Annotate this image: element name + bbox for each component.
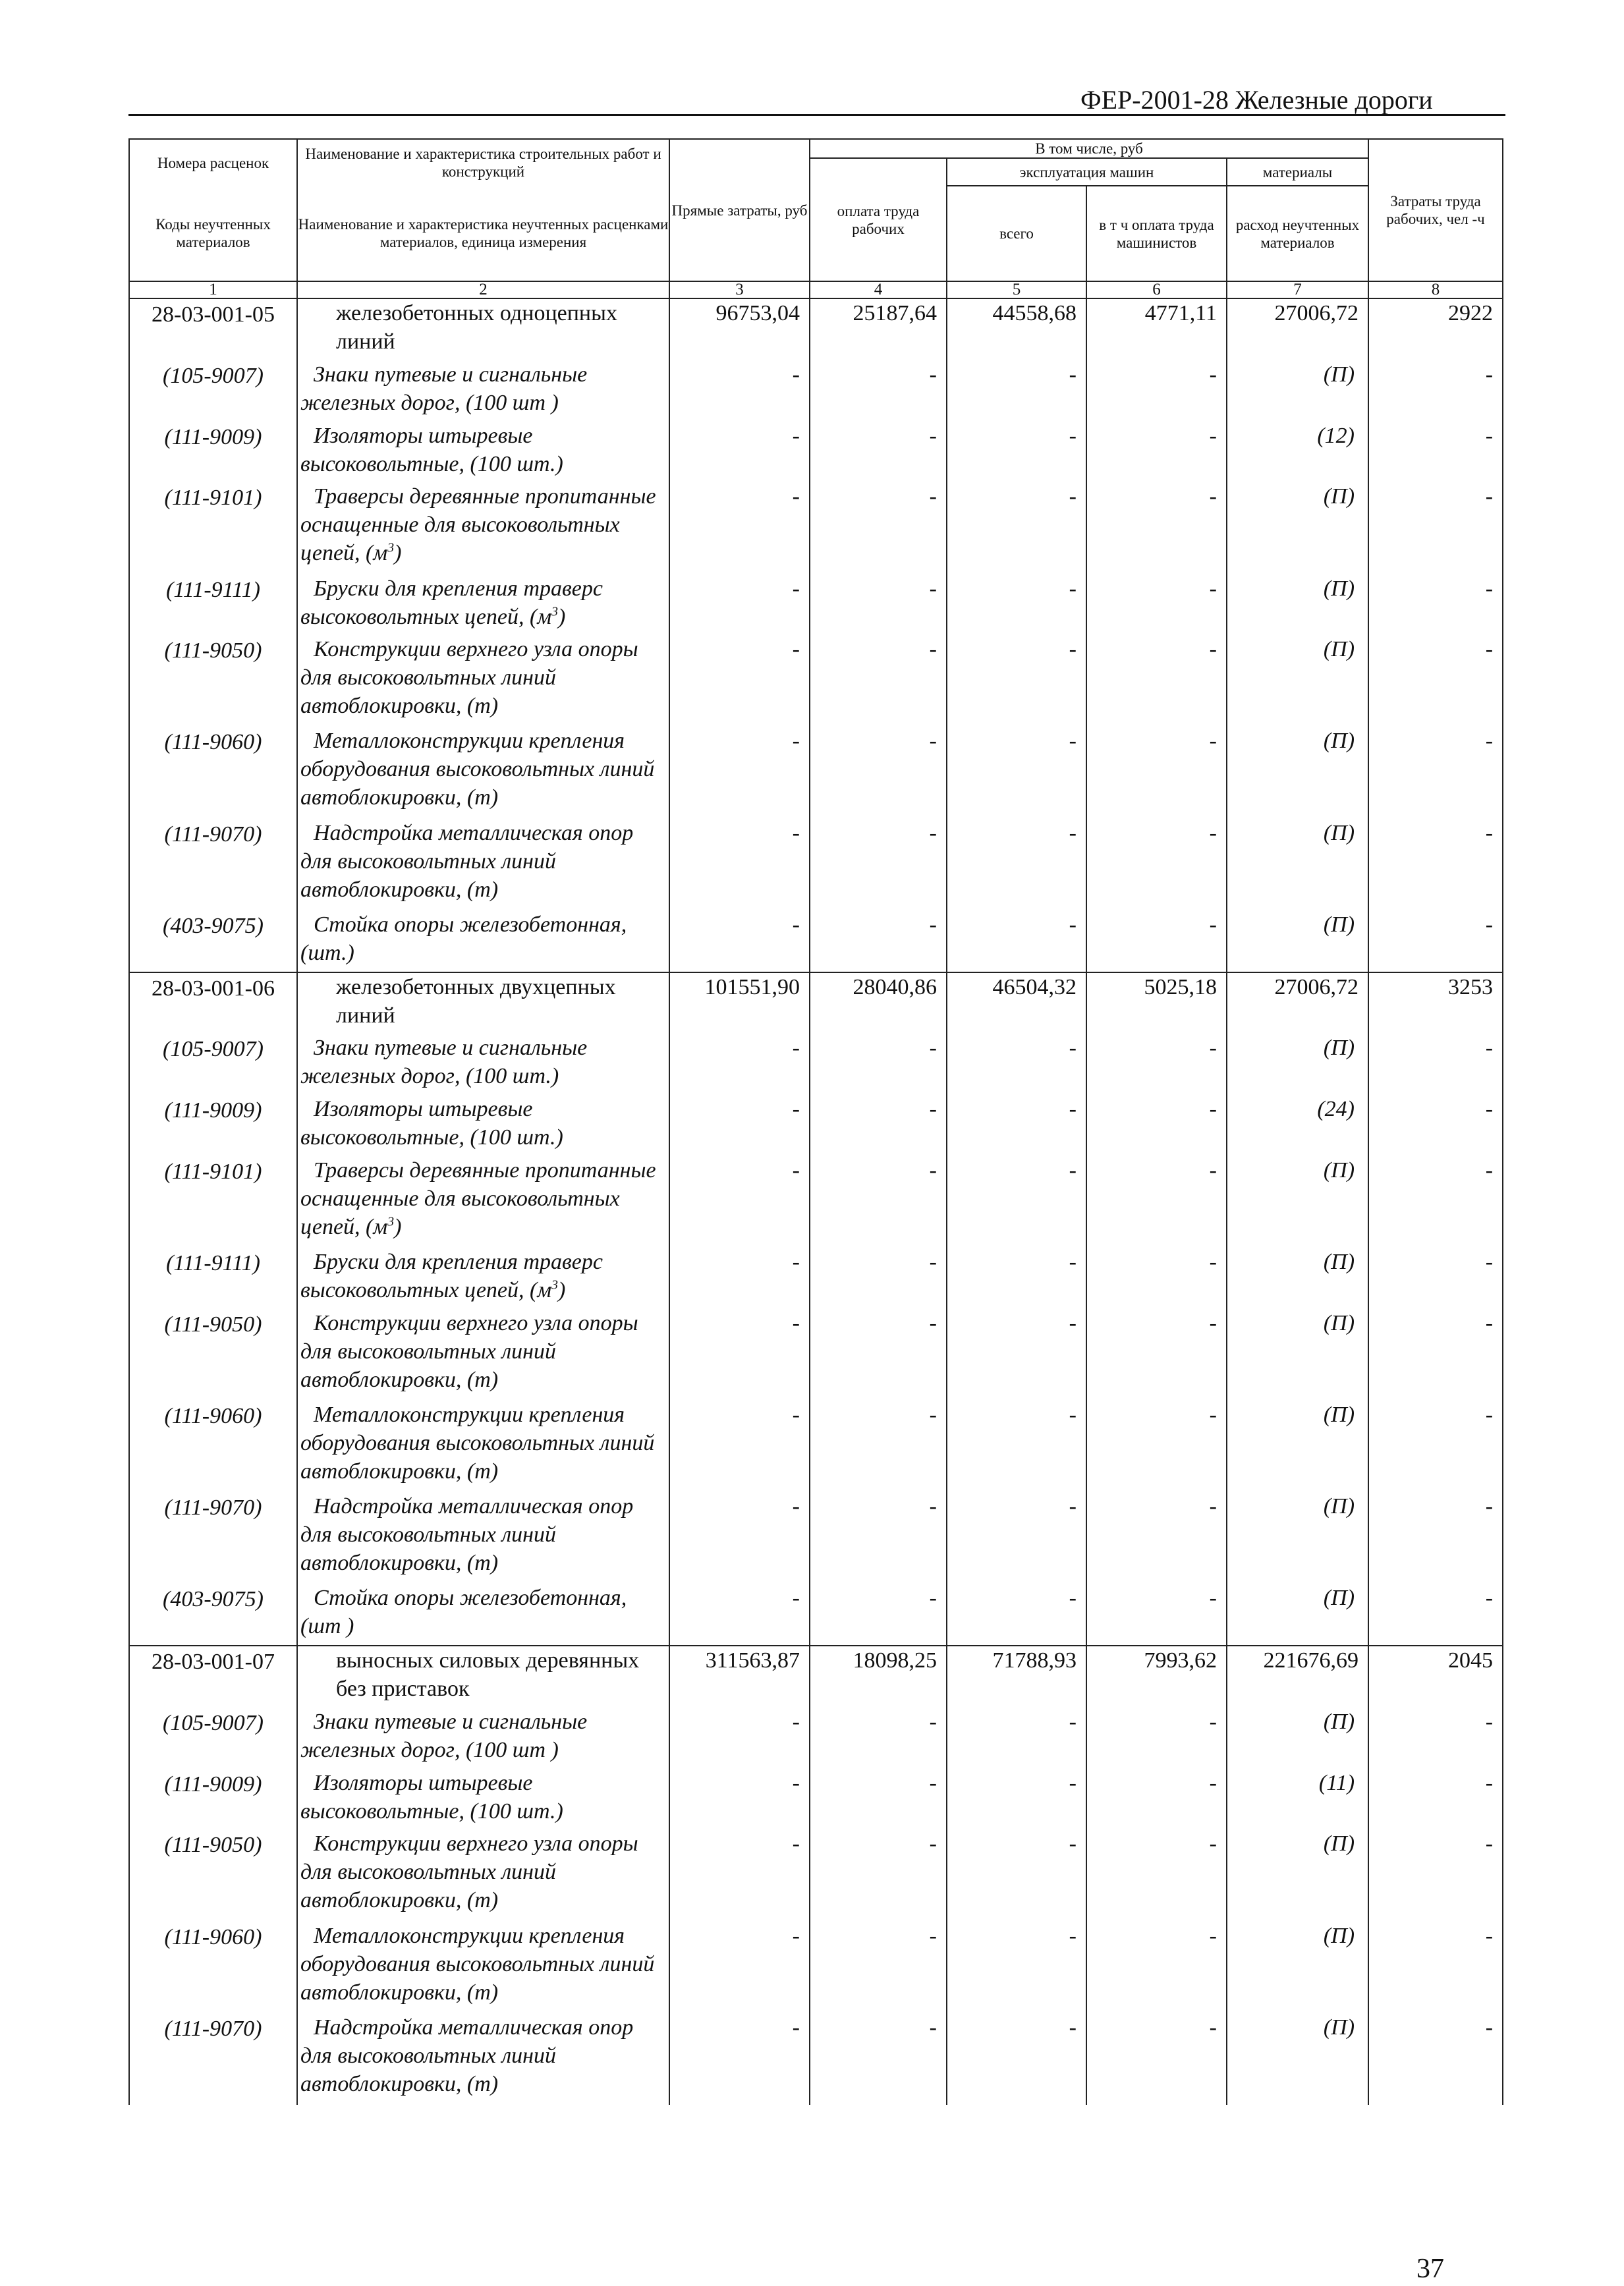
materials-cell: (П) [1227, 1034, 1368, 1095]
labor-hours-cell: - [1368, 360, 1503, 422]
machine-operators-cell: - [1086, 574, 1227, 636]
material-row [129, 1829, 1503, 1921]
unit-superscript: 3 [387, 1214, 395, 1229]
material-name: Металлоконструкции крепления оборудования высоковольтных линий автоблокировки, (т) [297, 1922, 669, 2013]
materials-cell: (П) [1227, 1309, 1368, 1401]
material-code: (105-9007) [129, 360, 297, 422]
material-row [129, 1492, 1503, 1584]
machine-operators-cell: - [1086, 1034, 1227, 1095]
material-row [129, 819, 1503, 910]
labor-hours-cell: - [1368, 422, 1503, 483]
material-name: Надстройка металлическая опор для высоковольтных линий автоблокировки, (т) [297, 1492, 669, 1584]
labor-pay-cell: - [810, 1922, 947, 2013]
materials-cell: (11) [1227, 1769, 1368, 1830]
materials-cell: (П) [1227, 819, 1368, 910]
material-row [129, 910, 1503, 972]
direct-costs-cell: - [669, 1584, 810, 1646]
labor-pay-cell: - [810, 1492, 947, 1584]
materials-cell: (П) [1227, 1401, 1368, 1492]
direct-costs-cell: - [669, 1034, 810, 1095]
material-code: (111-9009) [129, 422, 297, 483]
machine-operators-cell: 7993,62 [1086, 1646, 1227, 1708]
header-rate-numbers: Номера расценок [129, 139, 297, 186]
material-code: (111-9070) [129, 819, 297, 910]
rates-table [128, 138, 1503, 2105]
header-direct-costs: Прямые затраты, руб [669, 139, 810, 281]
labor-hours-cell: - [1368, 1034, 1503, 1095]
material-code: (111-9111) [129, 1248, 297, 1309]
name-text: Бруски для крепления траверс высоковольтных цепей, (м [300, 1250, 603, 1303]
machine-total-cell: - [947, 1309, 1086, 1401]
page-header-title: ФЕР-2001-28 Железные дороги [1080, 85, 1433, 115]
rate-code: 28-03-001-06 [129, 972, 297, 1034]
machine-operators-cell: - [1086, 1156, 1227, 1248]
labor-hours-cell: - [1368, 1922, 1503, 2013]
direct-costs-cell: - [669, 422, 810, 483]
direct-costs-cell: - [669, 1769, 810, 1830]
machine-operators-cell: - [1086, 2013, 1227, 2105]
material-code: (111-9009) [129, 1769, 297, 1830]
header-materials: материалы [1227, 158, 1368, 186]
material-name: Знаки путевые и сигнальные железных дорог, (100 шт ) [297, 1708, 669, 1769]
material-name [297, 1248, 669, 1309]
direct-costs-cell: - [669, 1708, 810, 1769]
labor-hours-cell: - [1368, 910, 1503, 972]
material-row [129, 2013, 1503, 2105]
direct-costs-cell: - [669, 1156, 810, 1248]
direct-costs-cell: - [669, 1309, 810, 1401]
material-code: (111-9111) [129, 574, 297, 636]
direct-costs-cell: - [669, 360, 810, 422]
machine-total-cell: - [947, 1492, 1086, 1584]
labor-hours-cell: 2045 [1368, 1646, 1503, 1708]
material-row [129, 574, 1503, 636]
labor-hours-cell: - [1368, 1156, 1503, 1248]
labor-hours-cell: - [1368, 1708, 1503, 1769]
page-number: 37 [1416, 2254, 1444, 2284]
unit-superscript: 3 [387, 541, 395, 556]
labor-pay-cell: - [810, 1769, 947, 1830]
header-including: В том числе, руб [810, 139, 1368, 158]
direct-costs-cell: - [669, 1492, 810, 1584]
machine-total-cell: - [947, 482, 1086, 574]
material-row [129, 1248, 1503, 1309]
name-tail: ) [558, 1278, 566, 1303]
material-row [129, 422, 1503, 483]
material-code: (111-9050) [129, 1829, 297, 1921]
material-code: (111-9050) [129, 635, 297, 727]
material-row [129, 360, 1503, 422]
materials-cell: (П) [1227, 1584, 1368, 1646]
direct-costs-cell: - [669, 2013, 810, 2105]
name-tail: ) [558, 604, 566, 629]
material-name: Стойка опоры железобетонная, (шт.) [297, 910, 669, 972]
material-name: Изоляторы штыревые высоковольтные, (100 шт.) [297, 1095, 669, 1156]
labor-pay-cell: - [810, 1156, 947, 1248]
labor-hours-cell: - [1368, 574, 1503, 636]
machine-total-cell: - [947, 1248, 1086, 1309]
materials-cell: (П) [1227, 727, 1368, 818]
material-name: Изоляторы штыревые высоковольтные, (100 шт.) [297, 422, 669, 483]
work-name: железобетонных одноцепных линий [297, 298, 669, 360]
header-labor-hours: Затраты труда рабочих, чел -ч [1368, 139, 1503, 281]
labor-pay-cell: - [810, 727, 947, 818]
material-row [129, 482, 1503, 574]
materials-cell: (П) [1227, 910, 1368, 972]
header-machine-operators: в т ч оплата труда машинистов [1086, 186, 1227, 281]
material-code: (111-9060) [129, 1922, 297, 2013]
labor-pay-cell: - [810, 1708, 947, 1769]
column-number: 4 [810, 281, 947, 298]
labor-pay-cell: 25187,64 [810, 298, 947, 360]
material-name: Надстройка металлическая опор для высоковольтных линий автоблокировки, (т) [297, 2013, 669, 2105]
labor-pay-cell: - [810, 1095, 947, 1156]
header-machine-total: всего [947, 186, 1086, 281]
material-name: Надстройка металлическая опор для высоковольтных линий автоблокировки, (т) [297, 819, 669, 910]
column-number: 3 [669, 281, 810, 298]
materials-cell: 27006,72 [1227, 972, 1368, 1034]
rate-row [129, 972, 1503, 1034]
materials-cell: (12) [1227, 422, 1368, 483]
material-row [129, 727, 1503, 818]
name-tail: ) [394, 1214, 402, 1239]
labor-hours-cell: - [1368, 819, 1503, 910]
machine-operators-cell: - [1086, 1492, 1227, 1584]
labor-pay-cell: - [810, 2013, 947, 2105]
machine-total-cell: - [947, 1769, 1086, 1830]
direct-costs-cell: - [669, 1922, 810, 2013]
labor-pay-cell: - [810, 360, 947, 422]
material-name: Конструкции верхнего узла опоры для высоковольтных линий автоблокировки, (т) [297, 1829, 669, 1921]
labor-pay-cell: - [810, 1584, 947, 1646]
column-number: 7 [1227, 281, 1368, 298]
material-code: (105-9007) [129, 1708, 297, 1769]
rate-row [129, 298, 1503, 360]
materials-cell: (П) [1227, 1492, 1368, 1584]
direct-costs-cell: - [669, 1829, 810, 1921]
machine-operators-cell: - [1086, 1248, 1227, 1309]
material-name: Изоляторы штыревые высоковольтные, (100 шт.) [297, 1769, 669, 1830]
machine-total-cell: - [947, 1708, 1086, 1769]
machine-total-cell: - [947, 635, 1086, 727]
materials-cell: (П) [1227, 360, 1368, 422]
labor-hours-cell: - [1368, 1829, 1503, 1921]
machine-operators-cell: - [1086, 1708, 1227, 1769]
direct-costs-cell: - [669, 1401, 810, 1492]
machine-operators-cell: - [1086, 1095, 1227, 1156]
machine-operators-cell: - [1086, 635, 1227, 727]
column-number: 5 [947, 281, 1086, 298]
labor-pay-cell: - [810, 910, 947, 972]
unit-superscript: 3 [551, 604, 559, 619]
machine-total-cell: 71788,93 [947, 1646, 1086, 1708]
materials-cell: (П) [1227, 1248, 1368, 1309]
labor-hours-cell: - [1368, 1401, 1503, 1492]
material-row [129, 1401, 1503, 1492]
name-text: Траверсы деревянные пропитанные оснащенные для высоковольтных цепей, (м [300, 484, 656, 566]
machine-total-cell: - [947, 2013, 1086, 2105]
labor-hours-cell: - [1368, 1248, 1503, 1309]
machine-operators-cell: - [1086, 819, 1227, 910]
materials-cell: 27006,72 [1227, 298, 1368, 360]
materials-cell: (П) [1227, 1708, 1368, 1769]
machine-operators-cell: - [1086, 1401, 1227, 1492]
materials-cell: (П) [1227, 1156, 1368, 1248]
material-code: (111-9050) [129, 1309, 297, 1401]
machine-operators-cell: - [1086, 910, 1227, 972]
labor-pay-cell: - [810, 574, 947, 636]
direct-costs-cell: - [669, 574, 810, 636]
material-name [297, 1156, 669, 1248]
labor-hours-cell: - [1368, 1095, 1503, 1156]
machine-operators-cell: - [1086, 1584, 1227, 1646]
machine-total-cell: - [947, 360, 1086, 422]
labor-hours-cell: - [1368, 1769, 1503, 1830]
work-name: выносных силовых деревянных без приставок [297, 1646, 669, 1708]
material-row [129, 1095, 1503, 1156]
rate-row [129, 1646, 1503, 1708]
material-name: Металлоконструкции крепления оборудования высоковольтных линий автоблокировки, (т) [297, 1401, 669, 1492]
labor-hours-cell: - [1368, 635, 1503, 727]
direct-costs-cell: - [669, 635, 810, 727]
labor-pay-cell: - [810, 635, 947, 727]
labor-hours-cell: - [1368, 1309, 1503, 1401]
material-row [129, 1156, 1503, 1248]
machine-total-cell: - [947, 422, 1086, 483]
labor-hours-cell: - [1368, 1584, 1503, 1646]
labor-hours-cell: 2922 [1368, 298, 1503, 360]
material-row [129, 1309, 1503, 1401]
machine-operators-cell: 5025,18 [1086, 972, 1227, 1034]
rate-code: 28-03-001-07 [129, 1646, 297, 1708]
labor-pay-cell: - [810, 819, 947, 910]
material-row [129, 1034, 1503, 1095]
material-row [129, 1584, 1503, 1646]
machine-total-cell: - [947, 1156, 1086, 1248]
header-rule [128, 114, 1505, 116]
unit-superscript: 3 [551, 1277, 559, 1293]
machine-total-cell: - [947, 1584, 1086, 1646]
material-row [129, 635, 1503, 727]
labor-pay-cell: - [810, 1401, 947, 1492]
materials-cell: (П) [1227, 1922, 1368, 2013]
material-name: Знаки путевые и сигнальные железных дорог, (100 шт ) [297, 360, 669, 422]
direct-costs-cell: - [669, 727, 810, 818]
machine-total-cell: 44558,68 [947, 298, 1086, 360]
table-header [129, 139, 1503, 298]
materials-cell: (П) [1227, 574, 1368, 636]
machine-total-cell: - [947, 727, 1086, 818]
materials-cell: (24) [1227, 1095, 1368, 1156]
machine-total-cell: - [947, 574, 1086, 636]
material-code: (111-9009) [129, 1095, 297, 1156]
materials-cell: (П) [1227, 635, 1368, 727]
material-name: Конструкции верхнего узла опоры для высоковольтных линий автоблокировки, (т) [297, 1309, 669, 1401]
material-name: Стойка опоры железобетонная, (шт ) [297, 1584, 669, 1646]
header-materials-usage: расход неучтенных материалов [1227, 186, 1368, 281]
direct-costs-cell: - [669, 1095, 810, 1156]
material-code: (111-9060) [129, 727, 297, 818]
labor-pay-cell: - [810, 1248, 947, 1309]
name-text: Бруски для крепления траверс высоковольтных цепей, (м [300, 576, 603, 629]
material-code: (111-9060) [129, 1401, 297, 1492]
labor-pay-cell: - [810, 422, 947, 483]
material-name: Конструкции верхнего узла опоры для высоковольтных линий автоблокировки, (т) [297, 635, 669, 727]
direct-costs-cell: - [669, 910, 810, 972]
machine-operators-cell: - [1086, 422, 1227, 483]
machine-total-cell: - [947, 1922, 1086, 2013]
material-name [297, 482, 669, 574]
labor-pay-cell: 28040,86 [810, 972, 947, 1034]
column-number: 6 [1086, 281, 1227, 298]
material-code: (111-9070) [129, 1492, 297, 1584]
work-name: железобетонных двухцепных линий [297, 972, 669, 1034]
column-number: 8 [1368, 281, 1503, 298]
machine-operators-cell: - [1086, 1922, 1227, 2013]
machine-total-cell: - [947, 819, 1086, 910]
column-number: 1 [129, 281, 297, 298]
material-code: (403-9075) [129, 910, 297, 972]
machine-total-cell: - [947, 1034, 1086, 1095]
direct-costs-cell: 96753,04 [669, 298, 810, 360]
machine-operators-cell: - [1086, 1309, 1227, 1401]
name-text: Траверсы деревянные пропитанные оснащенные для высоковольтных цепей, (м [300, 1157, 656, 1239]
labor-pay-cell: - [810, 482, 947, 574]
name-tail: ) [394, 541, 402, 566]
material-name: Металлоконструкции крепления оборудования высоковольтных линий автоблокировки, (т) [297, 727, 669, 818]
column-number: 2 [297, 281, 669, 298]
material-name: Знаки путевые и сигнальные железных дорог, (100 шт.) [297, 1034, 669, 1095]
labor-hours-cell: - [1368, 727, 1503, 818]
table-body [129, 298, 1503, 2105]
material-row [129, 1769, 1503, 1830]
materials-cell: (П) [1227, 482, 1368, 574]
labor-hours-cell: 3253 [1368, 972, 1503, 1034]
labor-pay-cell: 18098,25 [810, 1646, 947, 1708]
material-code: (105-9007) [129, 1034, 297, 1095]
labor-pay-cell: - [810, 1309, 947, 1401]
header-material-codes: Коды неучтенных материалов [129, 186, 297, 281]
direct-costs-cell: - [669, 1248, 810, 1309]
machine-operators-cell: - [1086, 482, 1227, 574]
header-name-top: Наименование и характеристика строительных работ и конструкций [297, 139, 669, 186]
machine-operators-cell: - [1086, 1769, 1227, 1830]
material-code: (403-9075) [129, 1584, 297, 1646]
material-row [129, 1708, 1503, 1769]
direct-costs-cell: 101551,90 [669, 972, 810, 1034]
material-code: (111-9101) [129, 1156, 297, 1248]
materials-cell: (П) [1227, 1829, 1368, 1921]
material-name [297, 574, 669, 636]
rate-code: 28-03-001-05 [129, 298, 297, 360]
header-machine-ops: эксплуатация машин [947, 158, 1227, 186]
machine-operators-cell: - [1086, 360, 1227, 422]
direct-costs-cell: 311563,87 [669, 1646, 810, 1708]
machine-total-cell: - [947, 910, 1086, 972]
direct-costs-cell: - [669, 819, 810, 910]
machine-operators-cell: - [1086, 1829, 1227, 1921]
machine-operators-cell: 4771,11 [1086, 298, 1227, 360]
labor-hours-cell: - [1368, 1492, 1503, 1584]
machine-total-cell: - [947, 1095, 1086, 1156]
labor-pay-cell: - [810, 1829, 947, 1921]
header-name-bottom: Наименование и характеристика неучтенных расценками материалов, единица измерения [297, 186, 669, 281]
materials-cell: (П) [1227, 2013, 1368, 2105]
material-code: (111-9070) [129, 2013, 297, 2105]
material-code: (111-9101) [129, 482, 297, 574]
labor-hours-cell: - [1368, 2013, 1503, 2105]
direct-costs-cell: - [669, 482, 810, 574]
machine-total-cell: - [947, 1401, 1086, 1492]
labor-pay-cell: - [810, 1034, 947, 1095]
materials-cell: 221676,69 [1227, 1646, 1368, 1708]
machine-total-cell: - [947, 1829, 1086, 1921]
machine-operators-cell: - [1086, 727, 1227, 818]
labor-hours-cell: - [1368, 482, 1503, 574]
machine-total-cell: 46504,32 [947, 972, 1086, 1034]
header-labor-pay: оплата труда рабочих [810, 158, 947, 281]
material-row [129, 1922, 1503, 2013]
